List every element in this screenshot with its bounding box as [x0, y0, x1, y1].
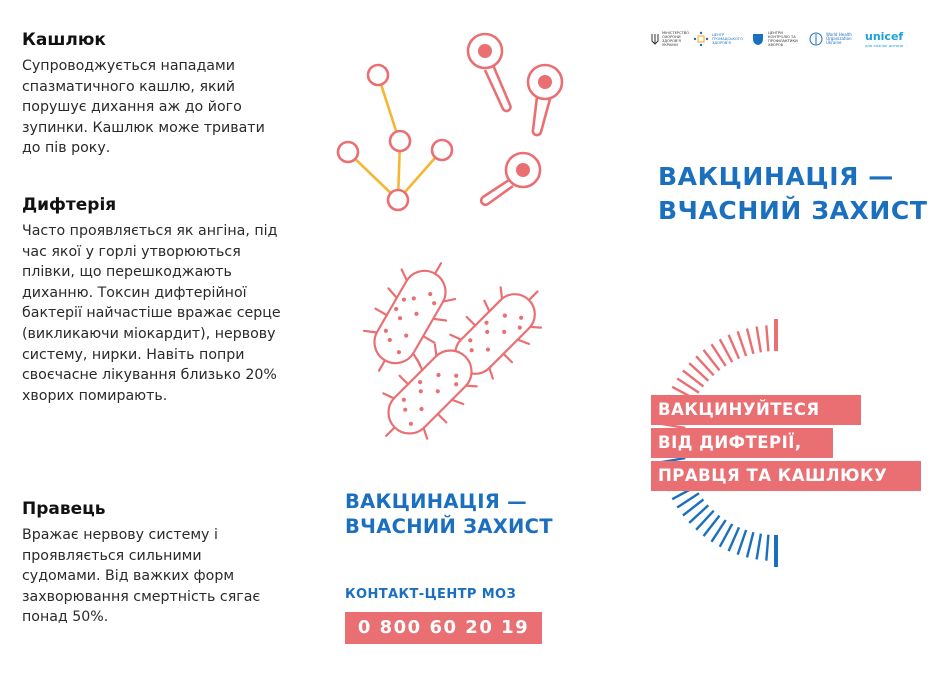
- dial-tick: [757, 534, 761, 560]
- moz-logo: [651, 31, 690, 47]
- dial-tick: [729, 335, 739, 359]
- trident-icon: [651, 33, 659, 45]
- dial-tick: [747, 532, 753, 557]
- bacteria-illustration: [345, 262, 560, 462]
- disease-title: Кашлюк: [22, 30, 106, 50]
- moz-logo-text: МІНІСТЕРСТВО ОХОРОНИ ЗДОРОВ'Я УКРАЇНИ: [662, 31, 690, 47]
- disease-description: Вражає нервову систему і проявляється сильними судомами. Від важких форм захворювання смертність сягає понад 50%.: [22, 527, 261, 626]
- cgz-emblem-icon: [693, 31, 709, 47]
- molecule-illustration: [325, 20, 575, 220]
- disease-title: Дифтерія: [22, 195, 117, 215]
- disease-diphtheria: [22, 195, 284, 406]
- right-title: ВАКЦИНАЦІЯ — ВЧАСНИЙ ЗАХИСТ: [658, 162, 928, 225]
- who-logo-subtext: Ukraine: [826, 40, 842, 45]
- cgz-logo: [693, 31, 742, 47]
- who-logo: [809, 32, 856, 46]
- dial-tick: [729, 527, 739, 551]
- contact-center-label: КОНТАКТ-ЦЕНТР МОЗ: [345, 587, 517, 602]
- who-logo-text: World Health Organization: [826, 32, 852, 41]
- dial-tick: [747, 329, 753, 354]
- dial-tick: [766, 325, 768, 351]
- cgz-logo-text: ЦЕНТР ГРОМАДСЬКОГО ЗДОРОВ'Я: [712, 33, 743, 45]
- hotline-phone[interactable]: 0 800 60 20 19: [345, 612, 542, 644]
- band-vaccinate: ВАКЦИНУЙТЕСЯ: [651, 395, 861, 425]
- middle-title: ВАКЦИНАЦІЯ — ВЧАСНИЙ ЗАХИСТ: [345, 490, 553, 538]
- who-globe-icon: [809, 32, 823, 46]
- disease-pertussis: [22, 30, 284, 159]
- unicef-tagline: для кожної дитини: [865, 42, 904, 48]
- dial-tick: [766, 535, 768, 561]
- band-tetanus-pertussis: ПРАВЦЯ ТА КАШЛЮКУ: [651, 461, 921, 491]
- disease-title: Правець: [22, 499, 106, 519]
- dial-tick: [738, 530, 746, 555]
- unicef-wordmark: unicef: [865, 29, 904, 43]
- partner-logos: [651, 24, 931, 54]
- disease-description: Часто проявляється як ангіна, під час якої у горлі утворюються плівки, що перешкоджають диханню. Токсин дифтерійної бактерії найчастіше вражає серце (викликаючи міокардит), нервову систему, нирки. Навіть попри своєчасне лікування близько 20% хворих помирають.: [22, 223, 281, 404]
- cdc-shield-icon: [751, 32, 765, 46]
- disease-description: Супроводжується нападами спазматичного кашлю, який порушує дихання аж до його зупинки. Кашлюк може тривати до пів року.: [22, 58, 265, 157]
- unicef-logo: [865, 31, 903, 48]
- cdc-logo-text: ЦЕНТРИ КОНТРОЛЮ ТА ПРОФІЛАКТИКИ ХВОРОБ: [768, 31, 798, 47]
- disease-tetanus: [22, 499, 284, 628]
- band-diphtheria: ВІД ДИФТЕРІЇ,: [651, 428, 833, 458]
- dial-tick: [738, 331, 746, 356]
- dial-tick: [757, 327, 761, 353]
- cdc-logo: [751, 31, 800, 47]
